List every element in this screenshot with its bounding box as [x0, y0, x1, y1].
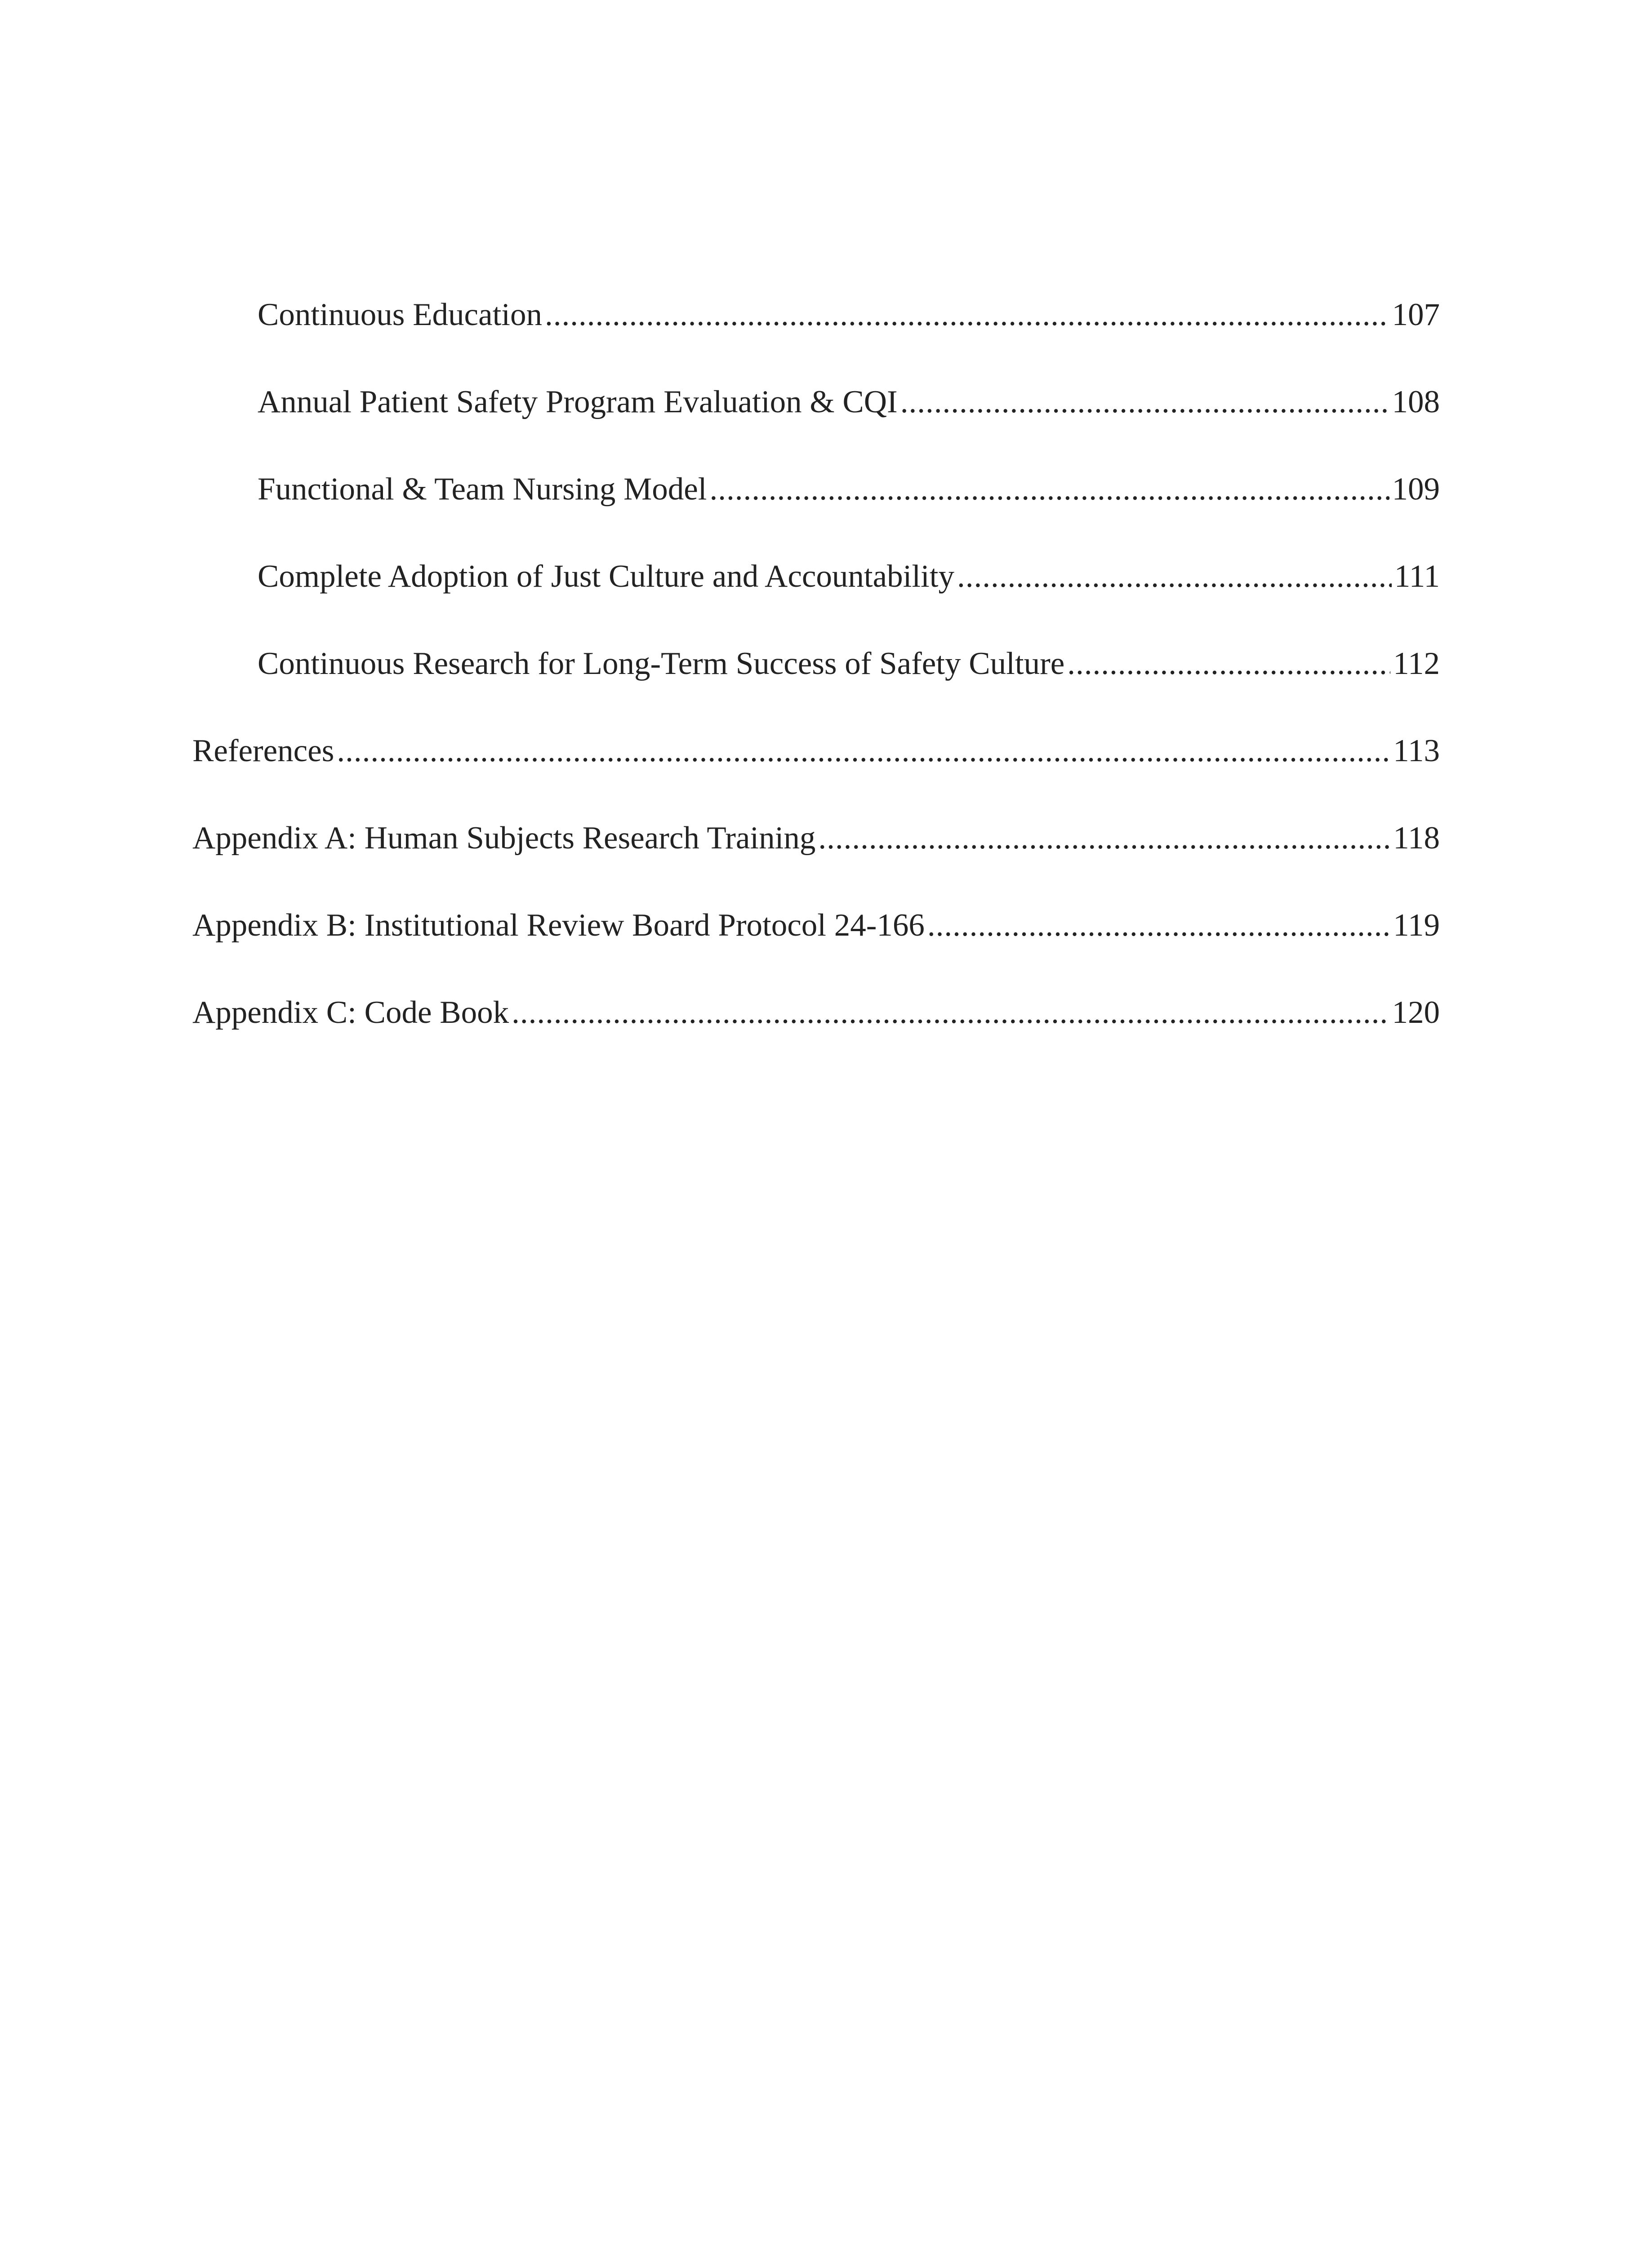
toc-entry-annual-patient-safety[interactable]: [192, 377, 1440, 464]
toc-entry-appendix-b[interactable]: [192, 901, 1440, 988]
toc-entry-continuous-research[interactable]: [192, 639, 1440, 726]
toc-dot-leader: [545, 290, 1389, 339]
toc-dot-leader: [337, 726, 1390, 776]
toc-page-number: 113: [1393, 733, 1440, 768]
toc-entry-appendix-c[interactable]: [192, 988, 1440, 1075]
toc-page-number: 119: [1393, 908, 1440, 943]
toc-entry-functional-team-nursing[interactable]: [192, 464, 1440, 552]
toc-entry-just-culture[interactable]: [192, 552, 1440, 639]
toc-dot-leader: [709, 464, 1389, 514]
toc-entry-title: References: [192, 733, 334, 768]
toc-dot-leader: [512, 988, 1389, 1037]
toc-entry-title: Functional & Team Nursing Model: [258, 472, 707, 507]
table-of-contents: [192, 290, 1440, 1075]
toc-dot-leader: [818, 813, 1390, 863]
toc-page-number: 112: [1393, 646, 1440, 681]
toc-page-number: 120: [1392, 995, 1440, 1030]
toc-dot-leader: [957, 552, 1392, 601]
toc-page-number: 108: [1392, 384, 1440, 419]
toc-entry-references[interactable]: [192, 726, 1440, 813]
toc-entry-continuous-education[interactable]: [192, 290, 1440, 377]
toc-dot-leader: [927, 901, 1390, 950]
toc-page-number: 109: [1392, 472, 1440, 507]
toc-entry-title: Annual Patient Safety Program Evaluation & CQI: [258, 384, 898, 419]
toc-entry-title: Continuous Education: [258, 297, 543, 332]
toc-entry-title: Complete Adoption of Just Culture and Accountability: [258, 559, 955, 594]
toc-page-number: 111: [1394, 559, 1440, 594]
toc-page-number: 107: [1392, 297, 1440, 332]
toc-dot-leader: [900, 377, 1389, 427]
toc-dot-leader: [1067, 639, 1390, 688]
toc-entry-title: Appendix B: Institutional Review Board Protocol 24-166: [192, 908, 925, 943]
toc-entry-appendix-a[interactable]: [192, 813, 1440, 901]
toc-entry-title: Continuous Research for Long-Term Success of Safety Culture: [258, 646, 1065, 681]
toc-entry-title: Appendix C: Code Book: [192, 995, 509, 1030]
toc-page-number: 118: [1393, 821, 1440, 856]
toc-entry-title: Appendix A: Human Subjects Research Training: [192, 821, 816, 856]
